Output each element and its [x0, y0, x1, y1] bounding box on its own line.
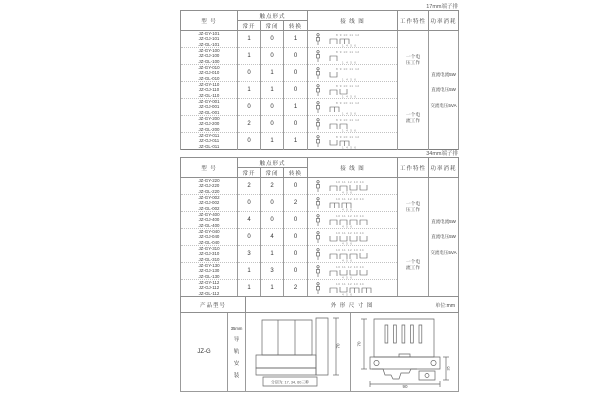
contact-count-no: 2 [238, 116, 261, 133]
contact-count-no: 1 [238, 31, 261, 48]
contact-count-co: 0 [284, 82, 308, 99]
wiring-diagram-svg [310, 230, 396, 245]
model-cell: JZ-GY-220 JZ-GJ-220 JZ-GL-220 [181, 178, 238, 195]
outline-header-label: 外 形 尺 寸 图 [330, 302, 374, 309]
working-characteristic-label: 一个电 流工作 [405, 112, 421, 124]
contact-count-co: 0 [284, 116, 308, 133]
col-header-working: 工作特性 [398, 158, 429, 178]
front-view-drawing [246, 313, 351, 391]
svg-text:8 9 10 11 12: 8 9 10 11 12 [335, 66, 360, 71]
power-consumption-label: 直流电压5W [431, 87, 456, 93]
contact-count-co: 2 [284, 280, 308, 297]
contact-count-no: 1 [238, 82, 261, 99]
product-model-value: JZ-G [181, 313, 228, 392]
product-model-header: 产品型号 [181, 297, 246, 313]
contact-count-co: 0 [284, 178, 308, 195]
working-characteristic-cell [398, 178, 429, 297]
power-consumption-label: 直流电流5W [431, 218, 456, 224]
unit-label: 单位:mm [435, 303, 456, 309]
wiring-diagram-cell [308, 280, 398, 297]
working-characteristic-cell [398, 31, 429, 150]
svg-text:10 11 12 13 14: 10 11 12 13 14 [335, 230, 364, 235]
contact-count-no: 0 [238, 229, 261, 246]
svg-text:10 11 12 13 14: 10 11 12 13 14 [335, 264, 364, 269]
side-height-dim: 70 [356, 341, 362, 347]
svg-text:1 4 5 6: 1 4 5 6 [341, 128, 357, 132]
front-height-dim: 70 [335, 343, 341, 349]
spec-row [181, 31, 459, 48]
contact-count-nc: 0 [261, 116, 284, 133]
wiring-diagram-svg [310, 66, 396, 81]
model-cell: JZ-GY-002 JZ-GJ-002 JZ-GL-002 [181, 195, 238, 212]
wiring-diagram-cell [308, 133, 398, 150]
contact-count-co: 1 [284, 133, 308, 150]
drawings-cell [246, 313, 459, 392]
contact-count-co: 0 [284, 212, 308, 229]
svg-text:4 5 6: 4 5 6 [341, 292, 353, 296]
side-view-drawing [351, 313, 458, 391]
wiring-diagram-svg [310, 213, 396, 228]
svg-text:10 11 12 13 14: 10 11 12 13 14 [335, 179, 364, 184]
wiring-diagram-svg [310, 100, 396, 115]
spec-table-34mm [180, 157, 459, 297]
power-consumption-label: 交流电压5VA [430, 102, 457, 108]
svg-text:4 5 6: 4 5 6 [341, 224, 353, 228]
contact-count-nc: 0 [261, 212, 284, 229]
svg-text:1 4 5 6: 1 4 5 6 [341, 43, 357, 47]
wiring-diagram-svg [310, 196, 396, 211]
power-consumption-cell [429, 31, 459, 150]
front-view-svg [248, 315, 348, 389]
svg-text:4 5 6: 4 5 6 [341, 190, 353, 194]
col-header-wiring: 接 线 图 [308, 158, 398, 178]
contact-count-no: 0 [238, 195, 261, 212]
contact-count-co: 0 [284, 65, 308, 82]
col-header-normally-closed: 常闭 [261, 168, 284, 178]
col-header-normally-open: 常开 [238, 168, 261, 178]
wiring-diagram-cell [308, 48, 398, 65]
wiring-diagram-svg [310, 117, 396, 132]
contact-count-nc: 2 [261, 178, 284, 195]
wiring-diagram-cell [308, 212, 398, 229]
model-cell: JZ-GY-040 JZ-GJ-040 JZ-GL-040 [181, 229, 238, 246]
wiring-diagram-cell [308, 82, 398, 99]
svg-text:8 9 10 11 12: 8 9 10 11 12 [335, 32, 360, 37]
svg-text:4 5 6: 4 5 6 [341, 207, 353, 211]
rail-mount-vertical-label: 导 轨 安 装 [233, 336, 240, 379]
side-depth-dim: 35 [446, 366, 451, 371]
wiring-diagram-svg [310, 264, 396, 279]
svg-text:1 4 5 6: 1 4 5 6 [341, 111, 357, 115]
rail-size-label: 35mm [230, 325, 243, 331]
power-consumption-label: 直流电流5W [431, 71, 456, 77]
contact-count-nc: 0 [261, 195, 284, 212]
contact-count-no: 0 [238, 65, 261, 82]
wiring-diagram-cell [308, 229, 398, 246]
mount-type-cell [228, 313, 246, 392]
svg-text:8 9 10 11 12: 8 9 10 11 12 [335, 100, 360, 105]
contact-count-co: 0 [284, 246, 308, 263]
model-cell: JZ-GY-112 JZ-GJ-112 JZ-GL-112 [181, 280, 238, 297]
contact-count-no: 1 [238, 263, 261, 280]
power-consumption-label: 交流电压5VA [430, 249, 457, 255]
col-header-changeover: 转换 [284, 168, 308, 178]
model-cell: JZ-GY-010 JZ-GJ-010 JZ-GL-010 [181, 65, 238, 82]
wiring-diagram-svg [310, 49, 396, 64]
contact-count-co: 1 [284, 31, 308, 48]
wiring-diagram-cell [308, 178, 398, 195]
wiring-diagram-cell [308, 246, 398, 263]
model-cell: JZ-GY-310 JZ-GJ-310 JZ-GL-310 [181, 246, 238, 263]
svg-text:1 4 5 6: 1 4 5 6 [341, 94, 357, 98]
svg-text:4 5 6: 4 5 6 [341, 275, 353, 279]
outline-header [246, 297, 459, 313]
outline-dimension-table [180, 296, 459, 392]
power-consumption-label: 直流电压5W [431, 234, 456, 240]
wiring-diagram-svg [310, 32, 396, 47]
svg-text:8 9 10 11 12: 8 9 10 11 12 [335, 134, 360, 139]
svg-text:8 9 10 11 12: 8 9 10 11 12 [335, 117, 360, 122]
wiring-diagram-cell [308, 116, 398, 133]
model-cell: JZ-GY-101 JZ-GJ-101 JZ-GL-101 [181, 31, 238, 48]
wiring-diagram-cell [308, 65, 398, 82]
wiring-diagram-svg [310, 134, 396, 149]
working-characteristic-label: 一个电 压工作 [405, 55, 421, 67]
contact-count-no: 2 [238, 178, 261, 195]
wiring-diagram-cell [308, 99, 398, 116]
contact-count-nc: 1 [261, 133, 284, 150]
power-consumption-cell [429, 178, 459, 297]
contact-count-no: 0 [238, 133, 261, 150]
terminal-strip-tag-34mm: 34mm端子排 [426, 151, 458, 157]
col-header-power: 功率消耗 [429, 11, 459, 31]
contact-count-nc: 1 [261, 246, 284, 263]
contact-count-nc: 4 [261, 229, 284, 246]
svg-text:8 9 10 11 12: 8 9 10 11 12 [335, 83, 360, 88]
col-header-wiring: 接 线 图 [308, 11, 398, 31]
wiring-diagram-svg [310, 281, 396, 296]
contact-count-co: 0 [284, 263, 308, 280]
svg-text:10 11 12 13 14: 10 11 12 13 14 [335, 196, 364, 201]
contact-count-no: 0 [238, 99, 261, 116]
contact-count-nc: 1 [261, 82, 284, 99]
contact-count-nc: 1 [261, 280, 284, 297]
contact-count-nc: 0 [261, 48, 284, 65]
col-header-working: 工作特性 [398, 11, 429, 31]
contact-count-co: 0 [284, 229, 308, 246]
model-cell: JZ-GY-011 JZ-GJ-011 JZ-GL-011 [181, 133, 238, 150]
col-header-normally-closed: 常闭 [261, 21, 284, 31]
front-width-note: 分别为: 17, 34, 60三种 [271, 380, 310, 385]
col-header-contact-form: 触点形式 [238, 158, 308, 168]
col-header-contact-form: 触点形式 [238, 11, 308, 21]
contact-count-no: 1 [238, 48, 261, 65]
contact-count-co: 1 [284, 99, 308, 116]
contact-count-no: 4 [238, 212, 261, 229]
model-cell: JZ-GY-110 JZ-GJ-110 JZ-GL-110 [181, 82, 238, 99]
side-width-dim: 90 [402, 384, 408, 389]
model-cell: JZ-GY-100 JZ-GJ-100 JZ-GL-100 [181, 48, 238, 65]
svg-text:1 4 5 6: 1 4 5 6 [341, 77, 357, 81]
svg-text:10 11 12 13 14: 10 11 12 13 14 [335, 281, 364, 286]
svg-text:8 9 10 11 12: 8 9 10 11 12 [335, 49, 360, 54]
contact-count-co: 2 [284, 195, 308, 212]
model-cell: JZ-GY-001 JZ-GJ-001 JZ-GL-001 [181, 99, 238, 116]
contact-count-nc: 0 [261, 99, 284, 116]
wiring-diagram-cell [308, 263, 398, 280]
svg-text:4 5 6: 4 5 6 [341, 258, 353, 262]
svg-text:4 5 6: 4 5 6 [341, 241, 353, 245]
model-cell: JZ-GY-400 JZ-GJ-400 JZ-GL-400 [181, 212, 238, 229]
wiring-diagram-svg [310, 83, 396, 98]
svg-text:1 4 5 6: 1 4 5 6 [341, 60, 357, 64]
wiring-diagram-svg [310, 247, 396, 262]
col-header-model: 型 号 [181, 158, 238, 178]
col-header-power: 功率消耗 [429, 158, 459, 178]
wiring-diagram-svg [310, 179, 396, 194]
spec-table-17mm [180, 10, 459, 150]
col-header-model: 型 号 [181, 11, 238, 31]
col-header-normally-open: 常开 [238, 21, 261, 31]
terminal-strip-tag-17mm: 17mm端子排 [426, 4, 458, 10]
wiring-diagram-cell [308, 31, 398, 48]
side-view-svg [353, 315, 457, 389]
svg-text:1 4 5 6: 1 4 5 6 [341, 145, 357, 149]
contact-count-no: 3 [238, 246, 261, 263]
contact-count-nc: 0 [261, 31, 284, 48]
contact-count-no: 1 [238, 280, 261, 297]
working-characteristic-label: 一个电 压工作 [405, 202, 421, 214]
working-characteristic-label: 一个电 流工作 [405, 259, 421, 271]
model-cell: JZ-GY-130 JZ-GJ-130 JZ-GL-130 [181, 263, 238, 280]
svg-text:10 11 12 13 14: 10 11 12 13 14 [335, 247, 364, 252]
spec-row [181, 178, 459, 195]
contact-count-co: 0 [284, 48, 308, 65]
wiring-diagram-cell [308, 195, 398, 212]
contact-count-nc: 1 [261, 65, 284, 82]
svg-text:10 11 12 13 14: 10 11 12 13 14 [335, 213, 364, 218]
model-cell: JZ-GY-200 JZ-GJ-200 JZ-GL-200 [181, 116, 238, 133]
col-header-changeover: 转换 [284, 21, 308, 31]
contact-count-nc: 3 [261, 263, 284, 280]
